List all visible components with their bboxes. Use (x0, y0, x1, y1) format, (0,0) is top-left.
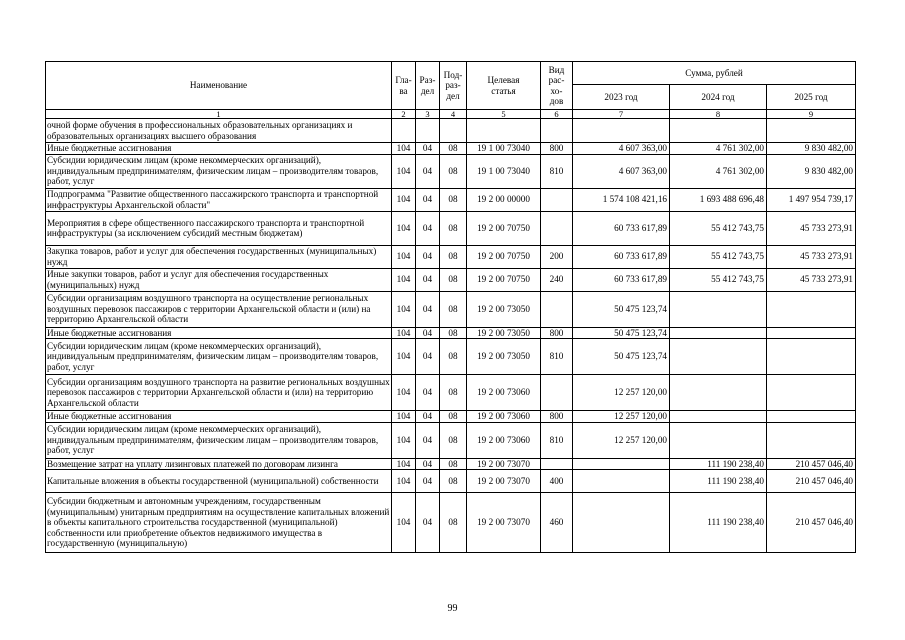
cell-glava: 104 (392, 268, 416, 291)
cell-razdel: 04 (416, 143, 440, 155)
cell-sum-2025: 1 497 954 739,17 (767, 188, 856, 211)
cell-razdel: 04 (416, 375, 440, 411)
cell-vid (541, 375, 573, 411)
cell-sum-2025 (767, 327, 856, 339)
table-row (46, 470, 856, 493)
cell-glava: 104 (392, 211, 416, 245)
cell-podrazdel: 08 (440, 493, 467, 553)
cell-target: 19 2 00 73050 (467, 291, 541, 327)
cell-podrazdel: 08 (440, 211, 467, 245)
cell-sum-2023: 60 733 617,89 (573, 245, 670, 268)
cell-sum-2023: 12 257 120,00 (573, 422, 670, 458)
cell-sum-2024 (670, 422, 767, 458)
index-cell: 9 (767, 110, 856, 119)
index-cell: 4 (440, 110, 467, 119)
cell-name: Субсидии юридическим лицам (кроме некоммерческих организаций), индивидуальным предпринимателям, физическим лицам – производителям товаров, работ, услуг (46, 422, 392, 458)
cell-razdel: 04 (416, 327, 440, 339)
cell-podrazdel: 08 (440, 268, 467, 291)
cell-glava: 104 (392, 291, 416, 327)
cell-name: очной форме обучения в профессиональных образовательных организациях и образовательных организациях высшего образования (46, 119, 392, 143)
table-row (46, 245, 856, 268)
cell-podrazdel: 08 (440, 188, 467, 211)
cell-podrazdel: 08 (440, 470, 467, 493)
cell-sum-2025 (767, 339, 856, 375)
header-target: Целевая статья (467, 62, 541, 110)
cell-glava: 104 (392, 470, 416, 493)
cell-vid (541, 119, 573, 143)
cell-name: Подпрограмма "Развитие общественного пассажирского транспорта и транспортной инфраструктуры Архангельской области" (46, 188, 392, 211)
cell-vid: 810 (541, 422, 573, 458)
cell-name: Возмещение затрат на уплату лизинговых платежей по договорам лизинга (46, 458, 392, 470)
cell-target: 19 2 00 73050 (467, 339, 541, 375)
header-row (46, 62, 856, 85)
table-row (46, 493, 856, 553)
cell-sum-2023: 12 257 120,00 (573, 375, 670, 411)
cell-podrazdel: 08 (440, 422, 467, 458)
table-row (46, 211, 856, 245)
cell-podrazdel: 08 (440, 291, 467, 327)
cell-vid (541, 458, 573, 470)
cell-glava: 104 (392, 493, 416, 553)
cell-vid (541, 188, 573, 211)
index-cell: 8 (670, 110, 767, 119)
cell-glava: 104 (392, 143, 416, 155)
cell-sum-2024: 1 693 488 696,48 (670, 188, 767, 211)
cell-razdel: 04 (416, 339, 440, 375)
table-row (46, 327, 856, 339)
cell-target (467, 119, 541, 143)
table-row (46, 411, 856, 423)
cell-sum-2024 (670, 119, 767, 143)
cell-razdel: 04 (416, 245, 440, 268)
cell-sum-2024: 4 761 302,00 (670, 154, 767, 188)
index-cell: 6 (541, 110, 573, 119)
cell-sum-2023: 50 475 123,74 (573, 291, 670, 327)
cell-sum-2023: 60 733 617,89 (573, 268, 670, 291)
cell-sum-2024: 55 412 743,75 (670, 245, 767, 268)
cell-razdel: 04 (416, 268, 440, 291)
index-cell: 2 (392, 110, 416, 119)
cell-sum-2025: 45 733 273,91 (767, 245, 856, 268)
header-vid: Вид рас- хо- дов (541, 62, 573, 110)
cell-vid (541, 291, 573, 327)
cell-sum-2024: 111 190 238,40 (670, 458, 767, 470)
cell-name: Субсидии юридическим лицам (кроме некоммерческих организаций), индивидуальным предпринимателям, физическим лицам – производителям товаров, работ, услуг (46, 339, 392, 375)
cell-name: Субсидии юридическим лицам (кроме некоммерческих организаций), индивидуальным предпринимателям, физическим лицам – производителям товаров, работ, услуг (46, 154, 392, 188)
cell-vid: 800 (541, 327, 573, 339)
cell-sum-2025: 45 733 273,91 (767, 268, 856, 291)
header-2025: 2025 год (767, 85, 856, 110)
budget-table (45, 61, 856, 553)
table-row (46, 375, 856, 411)
cell-podrazdel: 08 (440, 154, 467, 188)
table-row (46, 339, 856, 375)
table-row (46, 291, 856, 327)
header-2023: 2023 год (573, 85, 670, 110)
cell-glava: 104 (392, 411, 416, 423)
cell-target: 19 1 00 73040 (467, 154, 541, 188)
header-name: Наименование (46, 62, 392, 110)
cell-sum-2025: 210 457 046,40 (767, 470, 856, 493)
header-2024: 2024 год (670, 85, 767, 110)
cell-sum-2025 (767, 375, 856, 411)
cell-sum-2025 (767, 291, 856, 327)
header-razdel: Раз- дел (416, 62, 440, 110)
cell-vid: 800 (541, 411, 573, 423)
cell-name: Мероприятия в сфере общественного пассажирского транспорта и транспортной инфраструктуры (за исключением субсидий местным бюджетам) (46, 211, 392, 245)
table-row (46, 268, 856, 291)
cell-vid: 400 (541, 470, 573, 493)
table-row (46, 119, 856, 143)
cell-glava: 104 (392, 458, 416, 470)
cell-sum-2023: 4 607 363,00 (573, 143, 670, 155)
cell-target: 19 2 00 70750 (467, 211, 541, 245)
cell-sum-2024: 55 412 743,75 (670, 268, 767, 291)
index-cell: 5 (467, 110, 541, 119)
cell-razdel: 04 (416, 211, 440, 245)
cell-sum-2024: 55 412 743,75 (670, 211, 767, 245)
table-row (46, 422, 856, 458)
cell-podrazdel: 08 (440, 339, 467, 375)
cell-target: 19 2 00 73060 (467, 375, 541, 411)
cell-sum-2025: 210 457 046,40 (767, 493, 856, 553)
header-glava: Гла- ва (392, 62, 416, 110)
cell-vid: 200 (541, 245, 573, 268)
cell-razdel: 04 (416, 411, 440, 423)
cell-name: Субсидии бюджетным и автономным учреждениям, государственным (муниципальным) унитарным предприятиям на осуществление капитальных вложений в объекты капитального строительства государственной (муниципальной) собственности или приобретение объектов недвижимого имущества в государственную (муниципальную) (46, 493, 392, 553)
cell-razdel (416, 119, 440, 143)
table-row (46, 188, 856, 211)
cell-target: 19 2 00 70750 (467, 245, 541, 268)
page-number: 99 (447, 603, 458, 614)
cell-podrazdel: 08 (440, 245, 467, 268)
cell-sum-2024: 111 190 238,40 (670, 493, 767, 553)
cell-glava: 104 (392, 375, 416, 411)
cell-name: Капитальные вложения в объекты государственной (муниципальной) собственности (46, 470, 392, 493)
cell-sum-2023: 4 607 363,00 (573, 154, 670, 188)
table-row (46, 143, 856, 155)
cell-target: 19 2 00 73060 (467, 411, 541, 423)
cell-podrazdel (440, 119, 467, 143)
cell-name: Закупка товаров, работ и услуг для обеспечения государственных (муниципальных) нужд (46, 245, 392, 268)
index-cell: 3 (416, 110, 440, 119)
cell-target: 19 1 00 73040 (467, 143, 541, 155)
cell-target: 19 2 00 00000 (467, 188, 541, 211)
cell-glava: 104 (392, 339, 416, 375)
cell-sum-2025 (767, 411, 856, 423)
cell-sum-2023: 1 574 108 421,16 (573, 188, 670, 211)
cell-target: 19 2 00 73070 (467, 470, 541, 493)
cell-sum-2023 (573, 119, 670, 143)
cell-target: 19 2 00 73060 (467, 422, 541, 458)
cell-vid: 240 (541, 268, 573, 291)
cell-name: Иные закупки товаров, работ и услуг для обеспечения государственных (муниципальных) нужд (46, 268, 392, 291)
header-podrazdel: Под- раз- дел (440, 62, 467, 110)
index-cell: 1 (46, 110, 392, 119)
cell-razdel: 04 (416, 154, 440, 188)
cell-razdel: 04 (416, 493, 440, 553)
table-row (46, 458, 856, 470)
index-cell: 7 (573, 110, 670, 119)
cell-podrazdel: 08 (440, 327, 467, 339)
cell-name: Иные бюджетные ассигнования (46, 143, 392, 155)
cell-sum-2024: 111 190 238,40 (670, 470, 767, 493)
cell-target: 19 2 00 70750 (467, 268, 541, 291)
cell-podrazdel: 08 (440, 411, 467, 423)
cell-target: 19 2 00 73070 (467, 493, 541, 553)
cell-glava: 104 (392, 422, 416, 458)
index-row (46, 110, 856, 119)
cell-razdel: 04 (416, 291, 440, 327)
cell-sum-2023: 50 475 123,74 (573, 327, 670, 339)
cell-vid: 810 (541, 154, 573, 188)
cell-sum-2023 (573, 493, 670, 553)
cell-name: Иные бюджетные ассигнования (46, 411, 392, 423)
table-row (46, 154, 856, 188)
cell-sum-2025: 9 830 482,00 (767, 143, 856, 155)
cell-glava: 104 (392, 154, 416, 188)
cell-sum-2025 (767, 119, 856, 143)
cell-vid: 810 (541, 339, 573, 375)
cell-name: Субсидии организациям воздушного транспорта на развитие региональных воздушных перевозок пассажиров с территории Архангельской области и (или) на территорию Архангельской области (46, 375, 392, 411)
cell-glava: 104 (392, 245, 416, 268)
cell-target: 19 2 00 73050 (467, 327, 541, 339)
cell-sum-2023: 60 733 617,89 (573, 211, 670, 245)
cell-sum-2023 (573, 458, 670, 470)
cell-sum-2023: 50 475 123,74 (573, 339, 670, 375)
cell-sum-2024: 4 761 302,00 (670, 143, 767, 155)
cell-target: 19 2 00 73070 (467, 458, 541, 470)
cell-glava: 104 (392, 327, 416, 339)
budget-table-page (45, 61, 855, 553)
cell-vid: 800 (541, 143, 573, 155)
cell-sum-2024 (670, 291, 767, 327)
cell-razdel: 04 (416, 188, 440, 211)
cell-vid: 460 (541, 493, 573, 553)
cell-sum-2023: 12 257 120,00 (573, 411, 670, 423)
cell-sum-2024 (670, 375, 767, 411)
cell-glava: 104 (392, 188, 416, 211)
cell-name: Субсидии организациям воздушного транспорта на осуществление региональных воздушных перевозок пассажиров с территории Архангельской области и (или) на территорию Архангельской области (46, 291, 392, 327)
cell-name: Иные бюджетные ассигнования (46, 327, 392, 339)
header-sum-group: Сумма, рублей (573, 62, 856, 85)
cell-vid (541, 211, 573, 245)
cell-sum-2024 (670, 327, 767, 339)
cell-podrazdel: 08 (440, 143, 467, 155)
cell-sum-2025 (767, 422, 856, 458)
cell-sum-2024 (670, 411, 767, 423)
cell-sum-2025: 45 733 273,91 (767, 211, 856, 245)
cell-razdel: 04 (416, 458, 440, 470)
cell-razdel: 04 (416, 470, 440, 493)
table-body (46, 119, 856, 553)
cell-podrazdel: 08 (440, 458, 467, 470)
cell-razdel: 04 (416, 422, 440, 458)
cell-sum-2023 (573, 470, 670, 493)
cell-podrazdel: 08 (440, 375, 467, 411)
cell-glava (392, 119, 416, 143)
cell-sum-2025: 210 457 046,40 (767, 458, 856, 470)
cell-sum-2024 (670, 339, 767, 375)
cell-sum-2025: 9 830 482,00 (767, 154, 856, 188)
